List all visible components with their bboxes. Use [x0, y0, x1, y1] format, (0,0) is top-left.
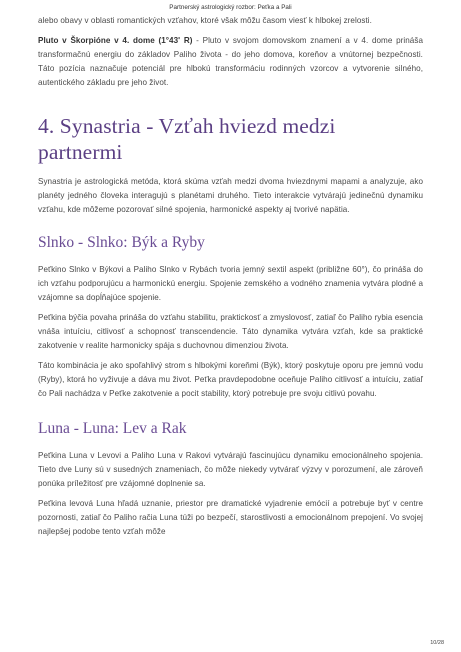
pluto-paragraph: [38, 34, 423, 90]
running-header: Partnerský astrologický rozbor: Peťka a Pali: [169, 4, 292, 11]
intro-continuation-paragraph: alebo obavy v oblasti romantických vzťahov, ktoré však môžu časom viesť k hlbokej zrelosti.: [38, 16, 372, 25]
moon-paragraph-2: Peťkina levová Luna hľadá uznanie, priestor pre dramatické vyjadrenie emócií a potrebuje byť v centre pozornosti, zatiaľ čo Paliho račia Luna túži po bezpečí, starostlivosti a emocionálnom prepojení. Vo svojej najlepšej podobe tento vzťah môže: [38, 499, 423, 536]
pluto-text: - Pluto v svojom domovskom znamení a v 4. dome prináša transformačnú energiu do základov Paliho života - do jeho domova, koreňov a vnútornej bezpečnosti. Táto pozícia naznačuje potenciál pre hlbokú transformáciu rodinných vzorcov a vytvorenie silného, autentického základu pre jeho život.: [38, 36, 423, 87]
sun-subsection-title: Slnko - Slnko: Býk a Ryby: [38, 234, 205, 251]
synastry-intro-paragraph: Synastria je astrologická metóda, ktorá skúma vzťah medzi dvoma hviezdnymi mapami a analyzuje, ako planéty jedného človeka interagujú s planétami druhého. Tieto interakcie vytvárajú jedinečnú dynamiku vzťahu, kde môžeme pozorovať silné spojenia, harmonické aspekty aj tvorivé napätia.: [38, 177, 423, 214]
sun-paragraph-2: Peťkina býčia povaha prináša do vzťahu stabilitu, praktickosť a zmyslovosť, zatiaľ čo Paliho rybia esencia vnáša intuíciu, citlivosť a schopnosť transcendencie. Táto dynamika vytvára vzťah, kde sa praktické zakotvenie v realite harmonicky spája s duchovnou dimenziou života.: [38, 313, 423, 350]
sun-paragraph-3: Táto kombinácia je ako spoľahlivý strom s hlbokými koreňmi (Býk), ktorý poskytuje oporu pre jemnú vodu (Ryby), ktorá ho vyživuje a dáva mu život. Peťka pravdepodobne oceňuje Paliho citlivosť a intuíciu, zatiaľ čo Pali nachádza v Peťke zakotvenie a pocit stability, ktorý potrebuje pre svoju citlivú povahu.: [38, 361, 423, 398]
pluto-label: Pluto v Škorpióne v 4. dome (1°43' R): [38, 36, 193, 45]
moon-subsection-title: Luna - Luna: Lev a Rak: [38, 420, 187, 437]
page-content: [38, 14, 423, 539]
moon-paragraph-1: Peťkina Luna v Levovi a Paliho Luna v Rakovi vytvárajú fascinujúcu dynamiku emocionálneho spojenia. Tieto dve Luny sú v susedných znameniach, čo môže niekedy vytvárať výzvy v porozumení, ale zároveň ponúka príležitosť pre vzájomné doplnenie sa.: [38, 451, 423, 488]
section-title: 4. Synastria - Vzťah hviezd medzi partnermi: [38, 114, 336, 164]
sun-paragraph-1: Peťkino Slnko v Býkovi a Paliho Slnko v Rybách tvoria jemný sextil aspekt (približne 60°), čo prináša do ich vzťahu podporujúcu a harmonickú energiu. Spojenie zemského a vodného znamenia vytvára plodné a vzájomne sa dopĺňajúce spojenie.: [38, 265, 423, 302]
page-number: 10/28: [430, 640, 444, 646]
